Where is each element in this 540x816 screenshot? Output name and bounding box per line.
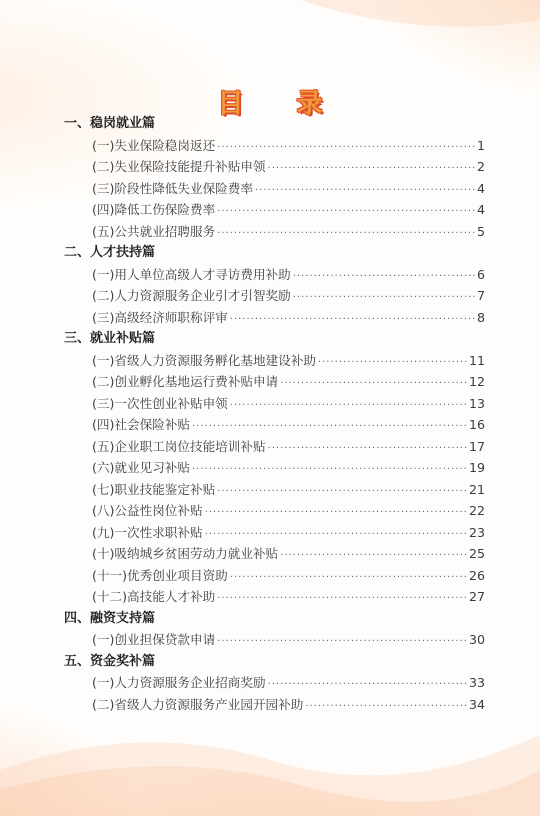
dot-leader (305, 697, 467, 717)
toc-entry[interactable] (92, 351, 485, 371)
toc-entry-label: (九)一次性求职补贴 (92, 524, 203, 540)
toc-entry-label: (二)省级人力资源服务产业园开园补助 (92, 696, 304, 712)
toc-entry-page-number: 33 (468, 675, 485, 690)
toc-entry[interactable] (92, 501, 485, 521)
toc-entry[interactable] (92, 222, 485, 242)
toc-entry[interactable] (92, 200, 485, 220)
dot-leader (217, 482, 467, 502)
toc-entry-page-number: 6 (476, 266, 485, 282)
dot-leader (217, 138, 475, 158)
dot-leader (230, 396, 467, 416)
toc-entry-page-number: 12 (468, 374, 485, 389)
dot-leader (255, 181, 475, 201)
toc-entry-label: (十二)高技能人才补助 (92, 589, 216, 604)
toc-entry-label: (七)职业技能鉴定补贴 (92, 481, 216, 497)
toc-entry-label: (二)失业保险技能提升补贴申领 (92, 159, 266, 174)
page-title: 目 录 (217, 89, 345, 119)
toc-entry[interactable] (92, 265, 485, 285)
toc-entry[interactable] (92, 673, 485, 693)
toc-entry[interactable] (92, 372, 485, 392)
toc-entry-page-number: 8 (476, 309, 485, 325)
toc-entry[interactable] (92, 437, 485, 457)
toc-entry-page-number: 5 (476, 223, 485, 239)
toc-entry[interactable] (92, 566, 485, 586)
dot-leader (318, 353, 467, 373)
dot-leader (217, 589, 467, 609)
toc-entry[interactable] (92, 587, 485, 607)
toc-entry-page-number: 16 (468, 417, 485, 432)
toc-entry[interactable] (92, 394, 485, 414)
toc-entry[interactable] (92, 695, 485, 715)
toc-entry-page-number: 22 (468, 503, 485, 518)
dot-leader (205, 525, 467, 545)
toc-entry-page-number: 4 (476, 202, 485, 217)
toc-entry-label: (二)创业孵化基地运行费补贴申请 (92, 374, 279, 389)
toc-entry-label: (八)公益性岗位补贴 (92, 503, 203, 518)
toc-entry-page-number: 2 (476, 159, 485, 174)
toc-entry[interactable] (92, 415, 485, 435)
dot-leader (192, 460, 467, 480)
toc-entry-page-number: 19 (468, 460, 485, 475)
toc-entry[interactable] (92, 136, 485, 156)
toc-entry-label: (一)用人单位高级人才寻访费用补助 (92, 266, 291, 282)
toc-entry-page-number: 34 (468, 696, 485, 712)
dot-leader (217, 202, 475, 222)
section-heading[interactable]: 五、资金奖补篇 (64, 653, 156, 669)
toc-entry-page-number: 30 (468, 632, 485, 647)
toc-entry[interactable] (92, 523, 485, 543)
toc-entry[interactable] (92, 308, 485, 328)
section-heading[interactable]: 二、人才扶持篇 (64, 245, 156, 260)
toc-entry-page-number: 21 (468, 481, 485, 497)
dot-leader (217, 224, 475, 244)
section-heading[interactable]: 四、融资支持篇 (64, 610, 156, 626)
dot-leader (280, 546, 467, 566)
toc-entry-label: (三)阶段性降低失业保险费率 (92, 180, 253, 196)
toc-entry-label: (一)创业担保贷款申请 (92, 632, 216, 647)
dot-leader (217, 632, 467, 652)
toc-entry[interactable] (92, 286, 485, 306)
section-heading[interactable]: 一、稳岗就业篇 (64, 116, 156, 131)
toc-entry-label: (十)吸纳城乡贫困劳动力就业补贴 (92, 546, 279, 561)
dot-leader (268, 439, 467, 459)
toc-entry-page-number: 23 (468, 524, 485, 540)
section-heading[interactable]: 三、就业补贴篇 (64, 331, 156, 346)
dot-leader (280, 374, 467, 394)
toc-entry[interactable] (92, 480, 485, 500)
toc-entry-label: (三)一次性创业补贴申领 (92, 395, 228, 411)
toc-entry-page-number: 11 (468, 352, 485, 368)
toc-entry-label: (五)企业职工岗位技能培训补贴 (92, 438, 266, 454)
toc-entry[interactable] (92, 179, 485, 199)
toc-entry-label: (十一)优秀创业项目资助 (92, 567, 228, 583)
dot-leader (205, 503, 467, 523)
dot-leader (268, 159, 475, 179)
toc-entry-page-number: 13 (468, 395, 485, 411)
toc-entry-label: (五)公共就业招聘服务 (92, 223, 216, 239)
toc-entry[interactable] (92, 544, 485, 564)
toc-entry-label: (一)人力资源服务企业招商奖励 (92, 675, 266, 690)
toc-entry-page-number: 27 (468, 589, 485, 604)
toc-entry-page-number: 1 (476, 137, 485, 153)
toc-entry-label: (二)人力资源服务企业引才引智奖励 (92, 288, 291, 303)
toc-entry-label: (四)降低工伤保险费率 (92, 202, 216, 217)
dot-leader (192, 417, 467, 437)
toc-entry-page-number: 25 (468, 546, 485, 561)
dot-leader (230, 568, 467, 588)
toc-entry-page-number: 4 (476, 180, 485, 196)
toc-entry[interactable] (92, 157, 485, 177)
dot-leader (293, 288, 475, 308)
toc-entry-page-number: 7 (476, 288, 485, 303)
toc-entry[interactable] (92, 458, 485, 478)
toc-entry-label: (三)高级经济师职称评审 (92, 309, 228, 325)
dot-leader (293, 267, 475, 287)
toc-entry-label: (一)省级人力资源服务孵化基地建设补助 (92, 352, 316, 368)
toc-entry[interactable] (92, 630, 485, 650)
dot-leader (230, 310, 475, 330)
toc-entry-page-number: 26 (468, 567, 485, 583)
toc-entry-label: (一)失业保险稳岗返还 (92, 137, 216, 153)
toc-entry-label: (四)社会保险补贴 (92, 417, 190, 432)
toc-entry-label: (六)就业见习补贴 (92, 460, 190, 475)
dot-leader (268, 675, 467, 695)
toc-entry-page-number: 17 (468, 438, 485, 454)
